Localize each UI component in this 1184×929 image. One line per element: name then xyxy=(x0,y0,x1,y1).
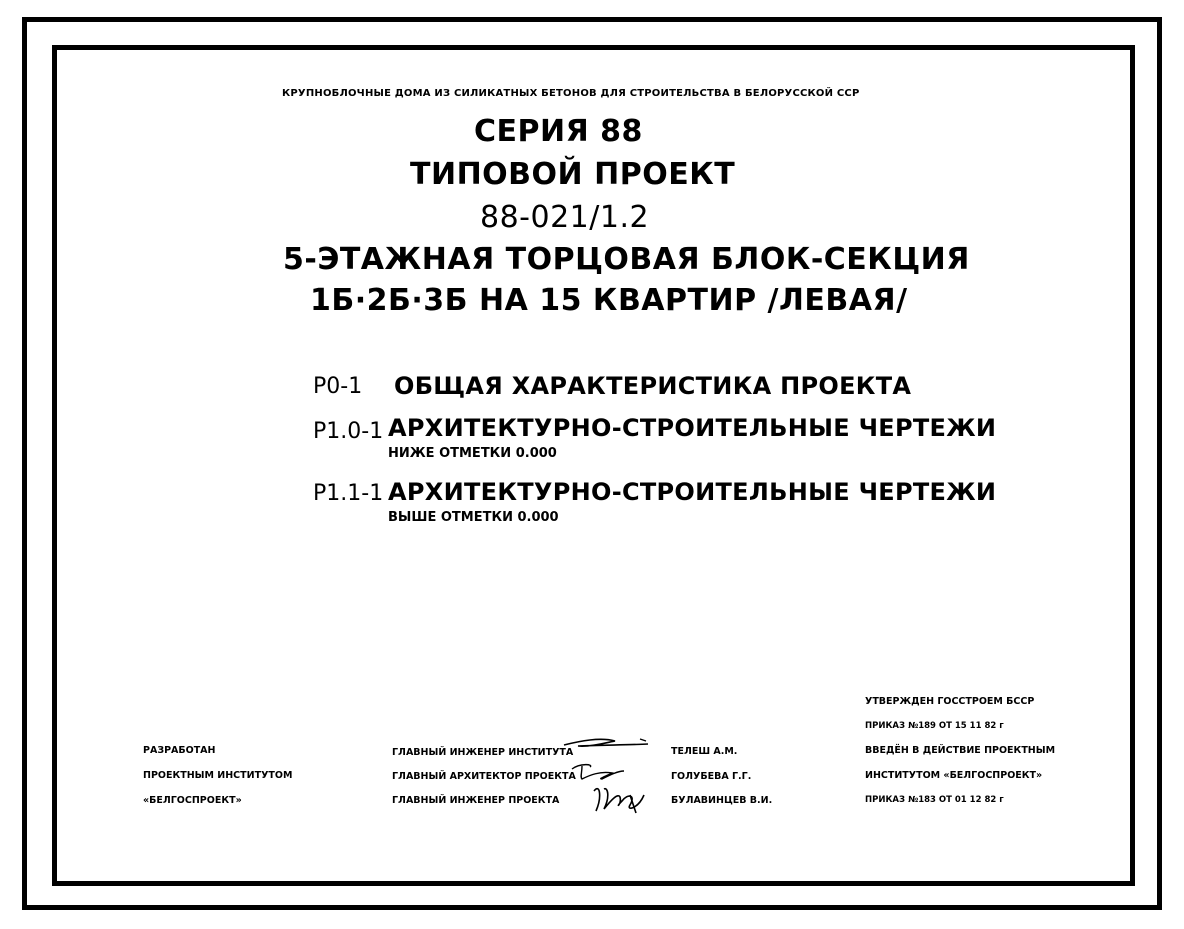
title-building-description: 5-ЭТАЖНАЯ ТОРЦОВАЯ БЛОК-СЕКЦИЯ xyxy=(283,242,970,277)
title-project-type: ТИПОВОЙ ПРОЕКТ xyxy=(410,157,736,192)
signatory-name: ГОЛУБЕВА Г.Г. xyxy=(671,771,752,782)
title-series: СЕРИЯ 88 xyxy=(474,114,643,149)
title-project-number: 88-021/1.2 xyxy=(480,200,650,235)
approval-line: УТВЕРЖДЕН ГОССТРОЕМ БССР xyxy=(865,696,1035,707)
developer-name: «БЕЛГОСПРОЕКТ» xyxy=(143,795,242,806)
section-title: АРХИТЕКТУРНО-СТРОИТЕЛЬНЫЕ ЧЕРТЕЖИ xyxy=(388,414,997,442)
section-code: Р0-1 xyxy=(313,374,363,399)
signatures-image xyxy=(560,733,655,828)
section-subtitle: ВЫШЕ ОТМЕТКИ 0.000 xyxy=(388,510,559,525)
signatory-name: ТЕЛЕШ А.М. xyxy=(671,746,738,757)
section-title: АРХИТЕКТУРНО-СТРОИТЕЛЬНЫЕ ЧЕРТЕЖИ xyxy=(388,478,997,506)
section-title: ОБЩАЯ ХАРАКТЕРИСТИКА ПРОЕКТА xyxy=(394,372,912,400)
series-caption: КРУПНОБЛОЧНЫЕ ДОМА ИЗ СИЛИКАТНЫХ БЕТОНОВ ДЛЯ СТРОИТЕЛЬСТВА В БЕЛОРУССКОЙ ССР xyxy=(282,88,860,99)
approval-line: ИНСТИТУТОМ «БЕЛГОСПРОЕКТ» xyxy=(865,770,1043,781)
developer-label: РАЗРАБОТАН xyxy=(143,745,216,756)
developer-institute: ПРОЕКТНЫМ ИНСТИТУТОМ xyxy=(143,770,293,781)
signatory-role: ГЛАВНЫЙ ИНЖЕНЕР ПРОЕКТА xyxy=(392,795,560,806)
approval-order: ПРИКАЗ №183 ОТ 01 12 82 г xyxy=(865,795,1004,805)
approval-line: ВВЕДЁН В ДЕЙСТВИЕ ПРОЕКТНЫМ xyxy=(865,745,1056,756)
section-code: Р1.0-1 xyxy=(313,419,384,444)
signatory-name: БУЛАВИНЦЕВ В.И. xyxy=(671,795,773,806)
signatory-role: ГЛАВНЫЙ ИНЖЕНЕР ИНСТИТУТА xyxy=(392,747,574,758)
section-code: Р1.1-1 xyxy=(313,481,384,506)
approval-order: ПРИКАЗ №189 ОТ 15 11 82 г xyxy=(865,721,1004,731)
title-apartments: 1Б·2Б·3Б НА 15 КВАРТИР /ЛЕВАЯ/ xyxy=(310,283,908,318)
section-subtitle: НИЖЕ ОТМЕТКИ 0.000 xyxy=(388,446,557,461)
signatory-role: ГЛАВНЫЙ АРХИТЕКТОР ПРОЕКТА xyxy=(392,771,576,782)
